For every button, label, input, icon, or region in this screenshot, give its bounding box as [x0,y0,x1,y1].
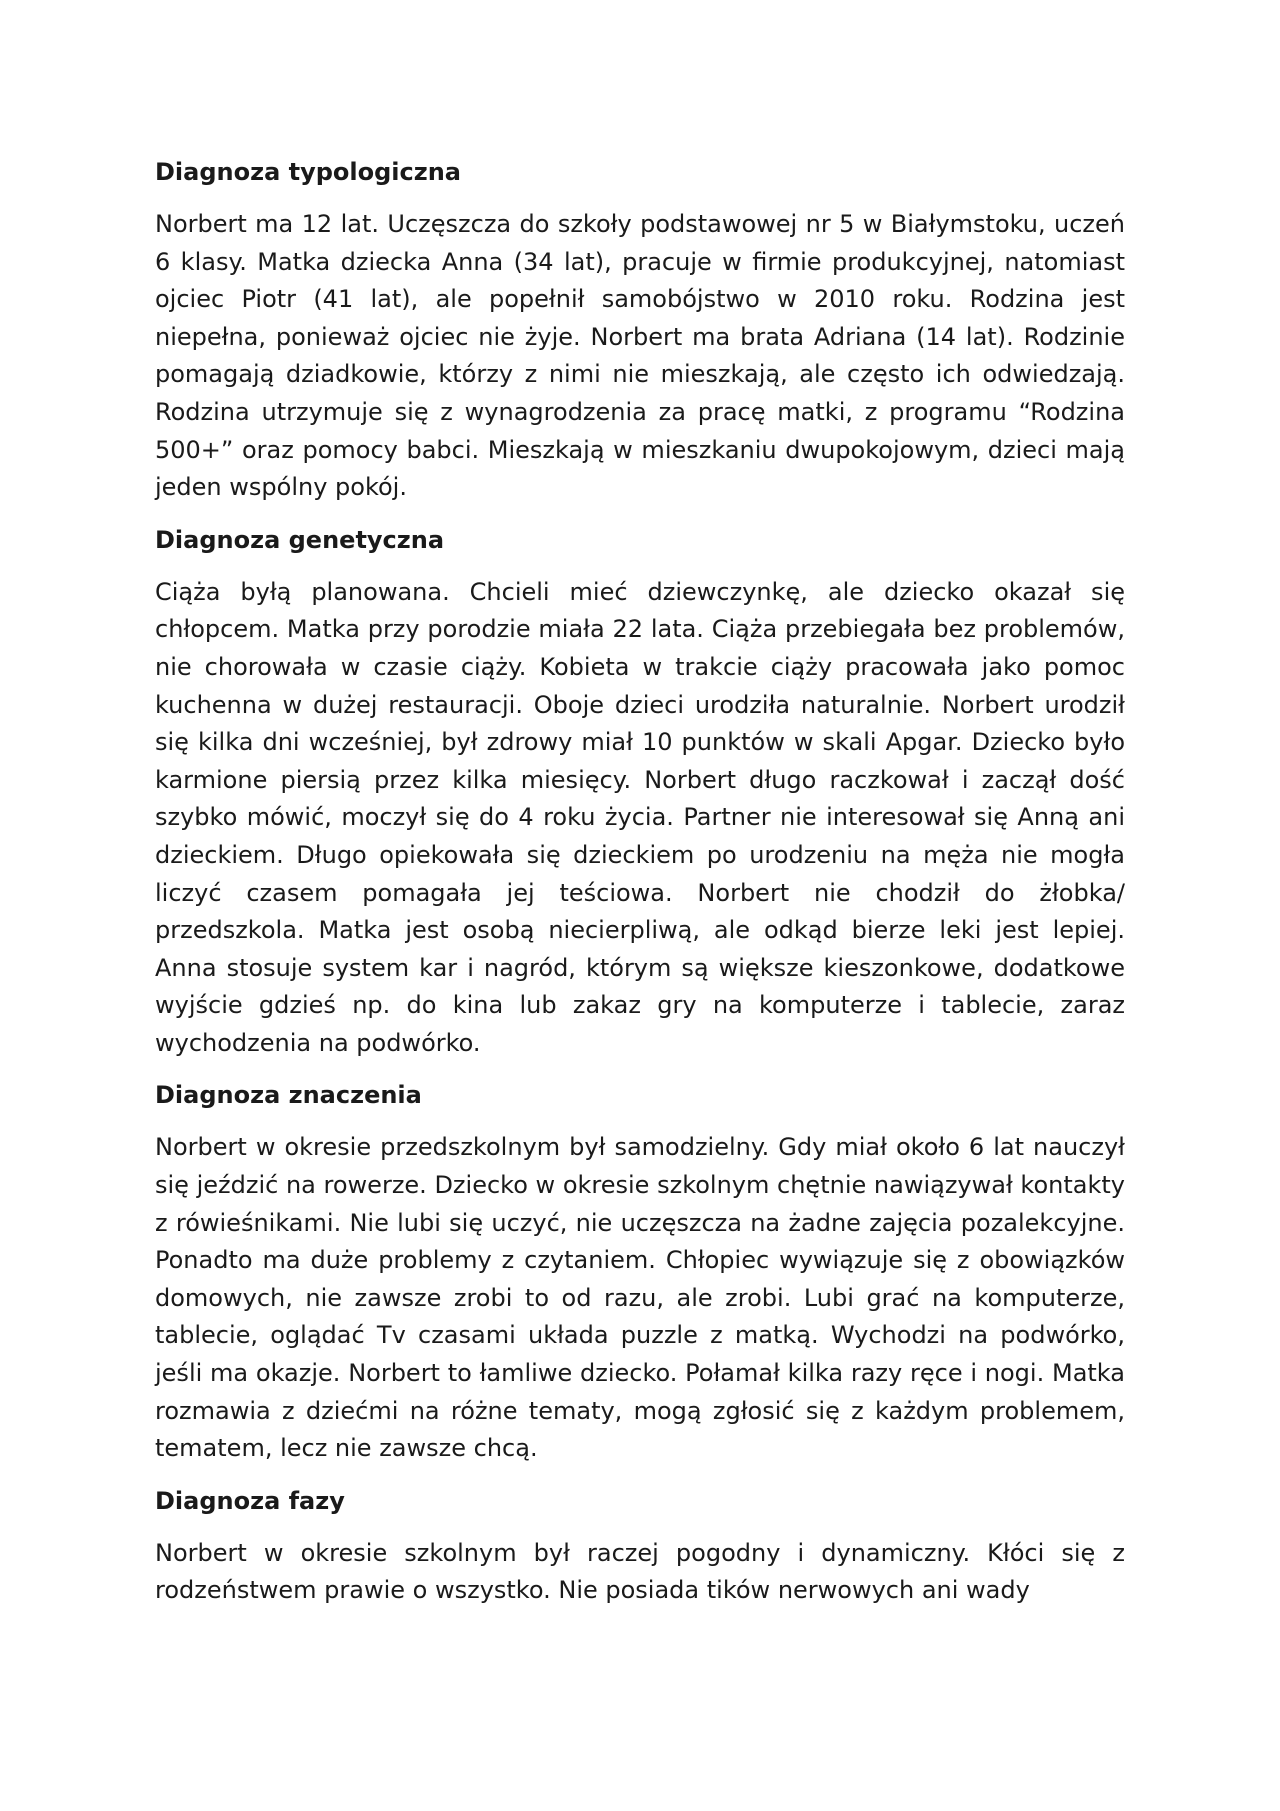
document-page [155,156,1125,1627]
section-fazy [155,1485,1125,1610]
section-paragraph: Norbert w okresie szkolnym był raczej pogodny i dynamiczny. Kłóci się z rodzeństwem prawie o wszystko. Nie posiada tików nerwowych ani wady [155,1538,1125,1605]
section-paragraph: Norbert ma 12 lat. Uczęszcza do szkoły podstawowej nr 5 w Białymstoku, uczeń 6 klasy. Matka dziecka Anna (34 lat), pracuje w firmie produkcyjnej, natomiast ojciec Piotr (41 lat), ale popełnił samobójstwo w 2010 roku. Rodzina jest niepełna, ponieważ ojciec nie żyje. Norbert ma brata Adriana (14 lat). Rodzinie pomagają dziadkowie, którzy z nimi nie mieszkają, ale często ich odwiedzają. Rodzina utrzymuje się z wynagrodzenia za pracę matki, z programu “Rodzina 500+” oraz pomocy babci. Mieszkają w mieszkaniu dwupokojowym, dzieci mają jeden wspólny pokój. [155,210,1125,502]
section-heading: Diagnoza typologiczna [155,158,461,186]
section-heading: Diagnoza fazy [155,1486,345,1515]
section-paragraph: Ciąża byłą planowana. Chcieli mieć dziewczynkę, ale dziecko okazał się chłopcem. Matka przy porodzie miała 22 lata. Ciąża przebiegała bez problemów, nie chorowała w czasie ciąży. Kobieta w trakcie ciąży pracowała jako pomoc kuchenna w dużej restauracji. Oboje dzieci urodziła naturalnie. Norbert urodził się kilka dni wcześniej, był zdrowy miał 10 punktów w skali Apgar. Dziecko było karmione piersią przez kilka miesięcy. Norbert długo raczkował i zaczął dość szybko mówić, moczył się do 4 roku życia. Partner nie interesował się Anną ani dzieckiem. Długo opiekowała się dzieckiem po urodzeniu na męża nie mogła liczyć czasem pomagała jej teściowa. Norbert nie chodził do żłobka/ przedszkola. Matka jest osobą niecierpliwą, ale odkąd bierze leki jest lepiej. Anna stosuje system kar i nagród, którym są większe kieszonkowe, dodatkowe wyjście gdzieś np. do kina lub zakaz gry na komputerze i tablecie, zaraz wychodzenia na podwórko. [155,577,1125,1057]
section-heading: Diagnoza genetyczna [155,525,445,554]
section-znaczenia [155,1079,1125,1467]
section-genetyczna [155,524,1125,1063]
section-heading: Diagnoza znaczenia [155,1081,422,1110]
section-typologiczna [155,156,1125,507]
section-paragraph: Norbert w okresie przedszkolnym był samodzielny. Gdy miał około 6 lat nauczył się jeździć na rowerze. Dziecko w okresie szkolnym chętnie nawiązywał kontakty z rówieśnikami. Nie lubi się uczyć, nie uczęszcza na żadne zajęcia pozalekcyjne. Ponadto ma duże problemy z czytaniem. Chłopiec wywiązuje się z obowiązków domowych, nie zawsze zrobi to od razu, ale zrobi. Lubi grać na komputerze, tablecie, oglądać Tv czasami układa puzzle z matką. Wychodzi na podwórko, jeśli ma okazje. Norbert to łamliwe dziecko. Połamał kilka razy ręce i nogi. Matka rozmawia z dziećmi na różne tematy, mogą zgłosić się z każdym problemem, tematem, lecz nie zawsze chcą. [155,1133,1125,1463]
